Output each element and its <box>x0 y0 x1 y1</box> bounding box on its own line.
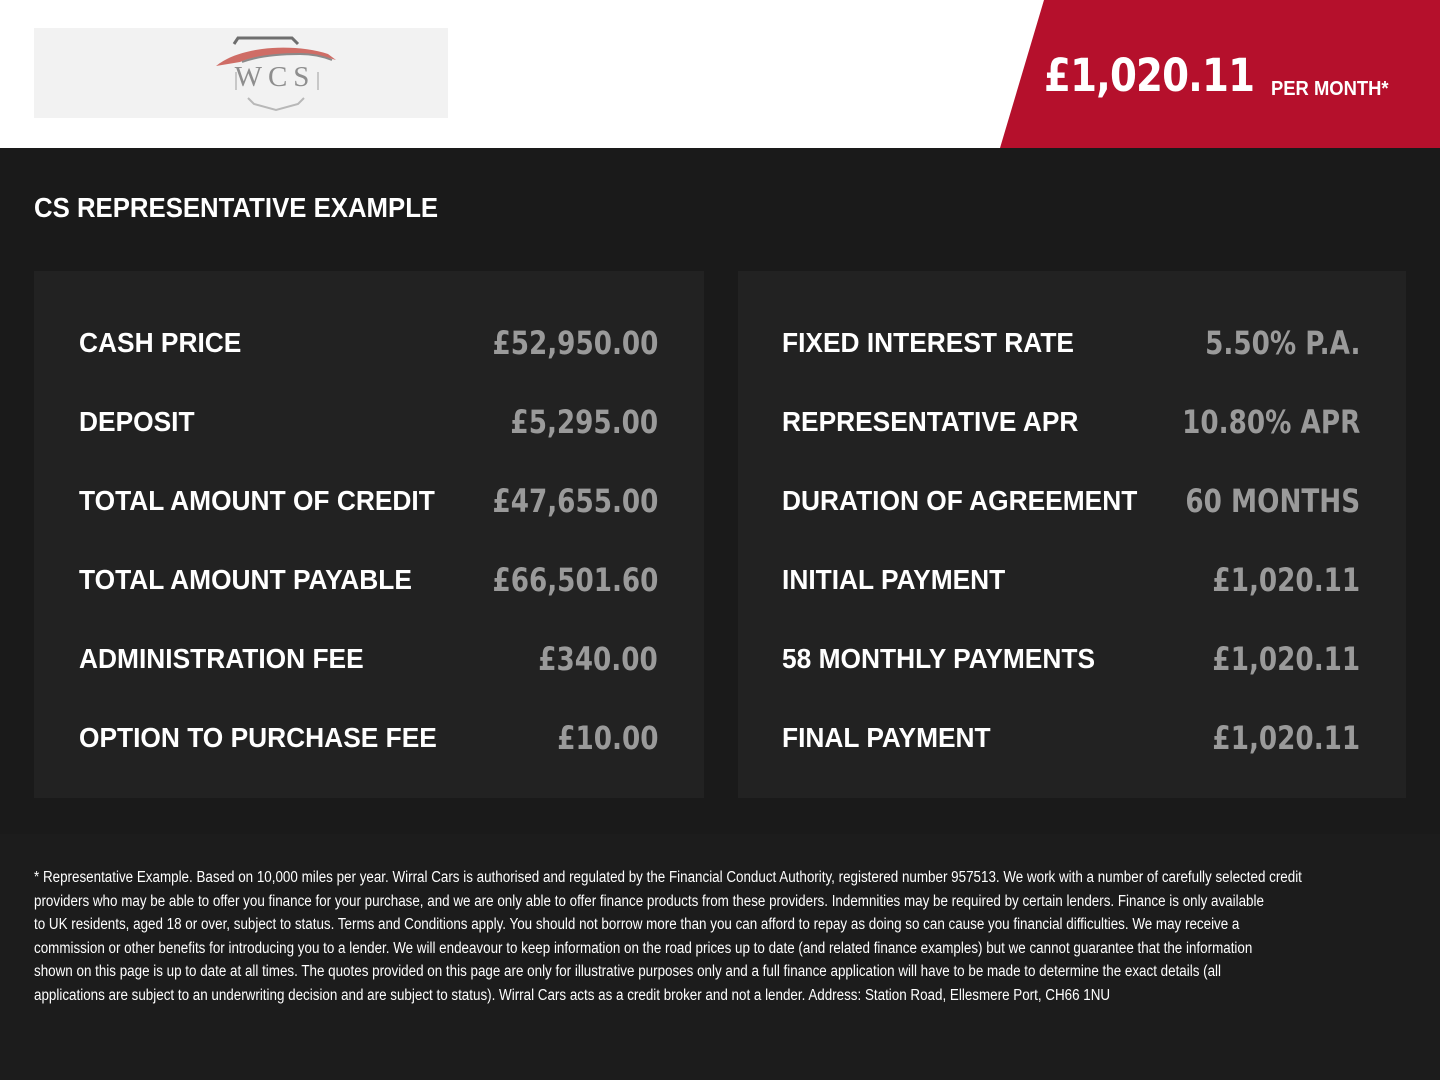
disclaimer-line: * Representative Example. Based on 10,000 miles per year. Wirral Cars is authorised and regulated by the Financial Conduct Authority, registered number 957513. We work with a number of carefully selected credit <box>34 869 1302 886</box>
row-value: £47,655.00 <box>492 482 658 520</box>
row-label: CASH PRICE <box>79 327 242 358</box>
disclaimer-line: commission or other benefits for introducing you to a lender. We will endeavour to keep information on the road prices up to date (and related finance examples) but we cannot guarantee that the information <box>34 939 1253 957</box>
row-deposit <box>79 402 658 442</box>
row-label: 58 MONTHLY PAYMENTS <box>782 643 1096 674</box>
row-value: 60 MONTHS <box>1185 482 1360 520</box>
finance-panel-right <box>738 271 1406 798</box>
logo[interactable] <box>34 28 448 118</box>
row-value: £5,295.00 <box>510 403 658 441</box>
row-value: £1,020.11 <box>1212 561 1360 599</box>
row-label: REPRESENTATIVE APR <box>782 406 1079 437</box>
header-bar <box>0 0 1440 148</box>
row-value: £10.00 <box>556 719 658 757</box>
row-label: FIXED INTEREST RATE <box>782 327 1074 358</box>
row-option-fee <box>79 718 658 758</box>
page-title: CS REPRESENTATIVE EXAMPLE <box>34 192 439 223</box>
disclaimer-line: providers who may be able to offer you finance for your purchase, and we are only able to offer finance products from these providers. Indemnities may be required by certain lenders. Finance is only available <box>34 892 1264 910</box>
row-interest-rate <box>782 323 1360 363</box>
monthly-price: £1,020.11 <box>1044 49 1255 102</box>
disclaimer-text <box>34 866 1314 1008</box>
disclaimer-line: applications are subject to an underwriting decision and are subject to status). Wirral Cars acts as a credit broker and not a lender. Address: Station Road, Ellesmere Port, CH66 1NU <box>34 986 1111 1004</box>
row-total-credit <box>79 481 658 521</box>
per-month-label: PER MONTH* <box>1271 78 1389 100</box>
row-total-payable <box>79 560 658 600</box>
row-admin-fee <box>79 639 658 679</box>
row-value: £340.00 <box>538 640 658 678</box>
row-value: £66,501.60 <box>492 561 658 599</box>
row-label: DURATION OF AGREEMENT <box>782 485 1138 516</box>
finance-panel-left <box>34 271 704 798</box>
row-label: DEPOSIT <box>79 406 195 437</box>
row-label: TOTAL AMOUNT OF CREDIT <box>79 485 435 516</box>
row-label: ADMINISTRATION FEE <box>79 643 364 674</box>
row-final-payment <box>782 718 1360 758</box>
disclaimer-line: to UK residents, aged 18 or over, subject to status. Terms and Conditions apply. You should not borrow more than you can afford to repay as doing so can cause you financial difficulties. We may receive a <box>34 916 1240 934</box>
row-label: TOTAL AMOUNT PAYABLE <box>79 564 412 595</box>
row-label: INITIAL PAYMENT <box>782 564 1006 595</box>
disclaimer-line: shown on this page is up to date at all times. The quotes provided on this page are only for illustrative purposes only and a full finance application will have to be made to determine the exact details (all <box>34 963 1222 981</box>
row-value: £1,020.11 <box>1212 719 1360 757</box>
row-cash-price <box>79 323 658 363</box>
row-value: £52,950.00 <box>492 324 658 362</box>
row-label: FINAL PAYMENT <box>782 722 991 753</box>
row-apr <box>782 402 1360 442</box>
row-value: £1,020.11 <box>1212 640 1360 678</box>
row-initial-payment <box>782 560 1360 600</box>
logo-text: WCS <box>234 61 316 93</box>
row-duration <box>782 481 1360 521</box>
row-value: 5.50% P.A. <box>1204 324 1360 362</box>
row-monthly-payments <box>782 639 1360 679</box>
row-value: 10.80% APR <box>1181 403 1360 441</box>
row-label: OPTION TO PURCHASE FEE <box>79 722 437 753</box>
